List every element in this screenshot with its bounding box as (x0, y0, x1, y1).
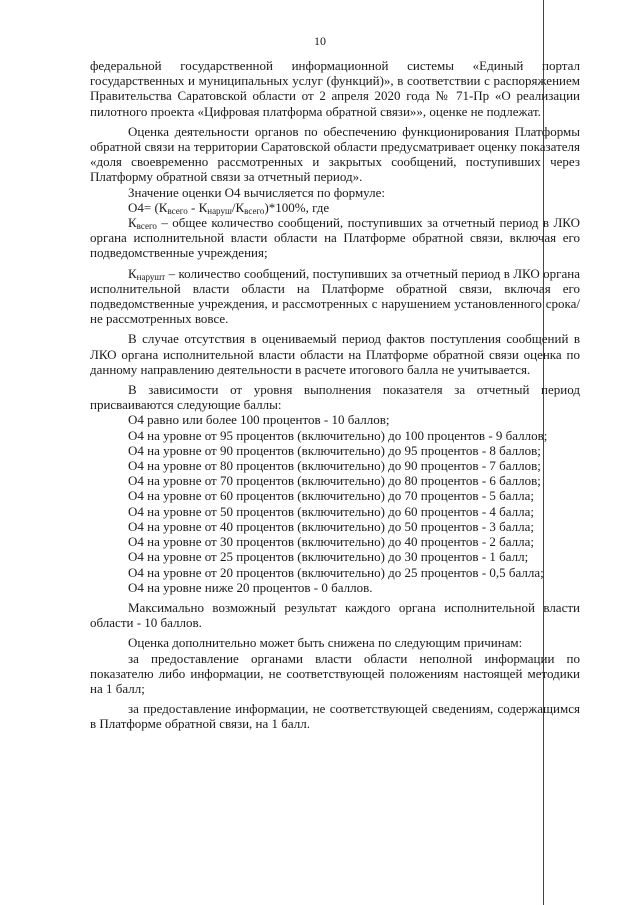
score-item: О4 на уровне от 50 процентов (включительно) до 60 процентов - 4 балла; (128, 503, 535, 519)
formula (90, 200, 580, 215)
score-item: О4 на уровне от 95 процентов (включительно) до 100 процентов - 9 баллов; (128, 427, 548, 443)
formula-subscript: всего (167, 205, 188, 216)
definition-text: – общее количество сообщений, поступивших за отчетный период в ЛКО органа исполнительной власти области на Платформе обратной связи, включая его подведомственные учреждения; (90, 215, 580, 261)
paragraph-assessment: Оценка деятельности органов по обеспечению функционирования Платформы обратной связи на территории Саратовской области предусматривает оценку показателя «доля своевременно рассмотренных и закрытых сообщений, поступивших через Платформу обратной связи за отчетный период». (90, 123, 580, 185)
score-item: О4 на уровне от 40 процентов (включительно) до 50 процентов - 3 балла; (128, 518, 535, 534)
score-item: О4 на уровне от 25 процентов (включительно) до 30 процентов - 1 балл; (128, 549, 529, 565)
definition-violations (90, 266, 580, 327)
score-item: О4 на уровне от 60 процентов (включительно) до 70 процентов - 5 балла; (128, 488, 535, 504)
paragraph-portal: федеральной государственной информационной системы «Единый портал государственных и муниципальных услуг (функций)», в соответствии с распоряжением Правительства Саратовской области от 2 апреля 2020 года № 71-Пр «О реализации пилотного проекта «Цифровая платформа обратной связи»», оценке не подлежат. (90, 58, 580, 119)
definition-subscript: нарушт (136, 271, 166, 282)
definition-total (90, 215, 580, 261)
paragraph-reduction-incomplete: за предоставление органами власти области неполной информации по показателю либо информации, не соответствующей положениям настоящей методики на 1 балл; (90, 650, 580, 696)
score-item: О4 на уровне от 20 процентов (включительно) до 25 процентов - 0,5 балла; (128, 564, 544, 580)
paragraph-no-messages: В случае отсутствия в оцениваемый период фактов поступления сообщений в ЛКО органа исполнительной власти области на Платформе обратной связи оценка по данному направлению деятельности в расчете итогового балла не учитывается. (90, 331, 580, 377)
score-item: О4 на уровне от 30 процентов (включительно) до 40 процентов - 2 балла; (128, 534, 535, 550)
paragraph-formula-intro: Значение оценки О4 вычисляется по формуле: (128, 184, 385, 200)
score-item: О4 равно или более 100 процентов - 10 баллов; (128, 412, 390, 428)
score-item: О4 на уровне от 90 процентов (включительно) до 95 процентов - 8 баллов; (128, 442, 541, 458)
scores-list (90, 412, 580, 594)
document-body (90, 58, 580, 732)
paragraph-scores-intro: В зависимости от уровня выполнения показателя за отчетный период присваиваются следующие баллы: (90, 382, 580, 413)
definition-subscript: всего (136, 221, 157, 232)
formula-part: О4= (К (128, 199, 168, 215)
paragraph-reduction-intro: Оценка дополнительно может быть снижена по следующим причинам: (128, 635, 523, 651)
score-item: О4 на уровне ниже 20 процентов - 0 баллов. (128, 579, 373, 595)
formula-subscript: всего (244, 205, 265, 216)
paragraph-max-result: Максимально возможный результат каждого органа исполнительной власти области - 10 баллов. (90, 599, 580, 631)
formula-part: /К (231, 199, 245, 215)
score-item: О4 на уровне от 80 процентов (включительно) до 90 процентов - 7 баллов; (128, 458, 541, 474)
definition-symbol: К (128, 265, 137, 281)
score-item: О4 на уровне от 70 процентов (включительно) до 80 процентов - 6 баллов; (128, 473, 541, 489)
formula-part: )*100%, где (264, 199, 330, 215)
definition-text: – количество сообщений, поступивших за отчетный период в ЛКО органа исполнительной власти области на Платформе обратной связи, включая его подведомственные учреждения, и рассмотренных с нарушением установленного срока/ не рассмотренных вовсе. (90, 265, 580, 327)
paragraph-reduction-mismatch: за предоставление информации, не соответствующей сведениям, содержащимся в Платформе обратной связи, на 1 балл. (90, 701, 580, 732)
formula-part: - К (187, 199, 208, 215)
definition-symbol: К (128, 215, 137, 231)
formula-subscript: наруш​ (207, 205, 232, 216)
page-number: 10 (314, 34, 326, 48)
